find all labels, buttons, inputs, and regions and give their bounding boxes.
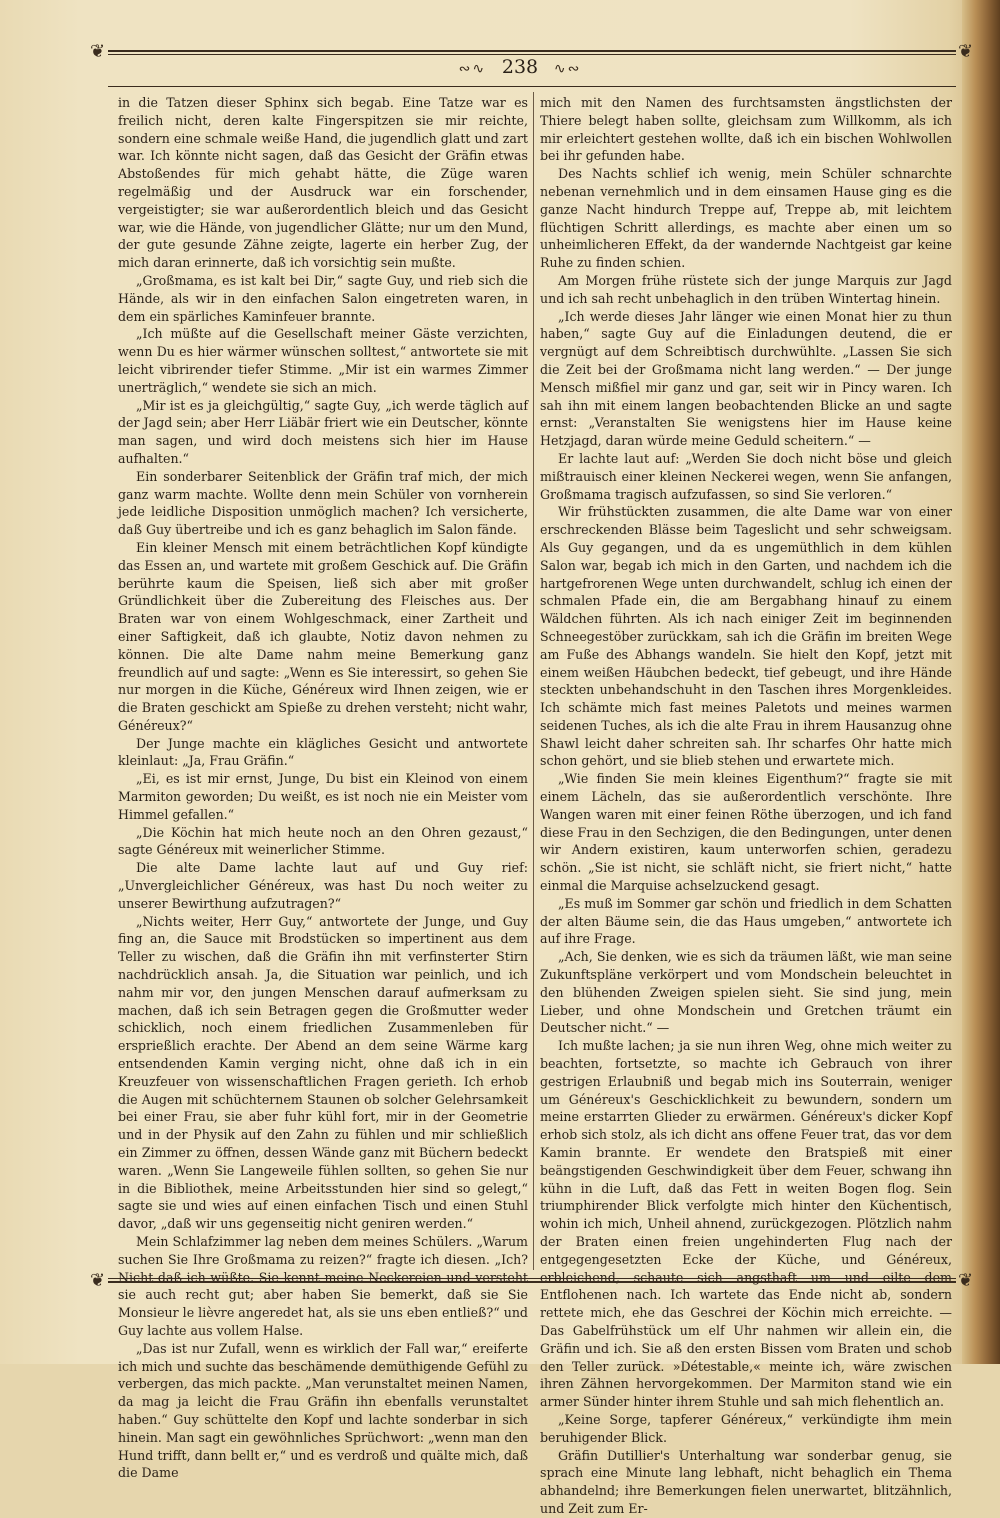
header-ornament-left: ∾∿ [458,61,487,77]
paragraph: „Großmama, es ist kalt bei Dir,“ sagte Guy, und rieb sich die Hände, als wir in den einfachen Salon eingetreten waren, in dem ein spärliches Kaminfeuer brannte. [118,272,528,324]
paragraph: Wir frühstückten zusammen, die alte Dame war von einer erschreckenden Blässe beim Tageslicht und sehr schweigsam. Als Guy gegangen, und da es ungemüthlich in dem kühlen Salon war, begab ich mich in den Garten, und nachdem ich die hartgefrorenen Wege unten durchwandelt, schlug ich einen der schmalen Pfade ein, die am Bergabhang hinauf zu einem Wäldchen führten. Als ich nach einiger Zeit im beginnenden Schneegestöber zurückkam, sah ich die Gräfin im breiten Wege am Fuße des Abhangs wandeln. Sie hielt den Kopf, jetzt mit einem weißen Häubchen bedeckt, tief gebeugt, und ihre Hände steckten unbehandschuht in den Taschen ihres Morgenkleides. Ich schämte mich fast meines Paletots und meines warmen seidenen Tuches, als ich die alte Frau in ihrem Hausanzug ohne Shawl leicht daher schreiten sah. Ihr scharfes Ohr hatte mich schon gehört, und sie blieb stehen und erwartete mich. [540,504,952,769]
page-header [90,56,950,82]
paragraph: „Keine Sorge, tapferer Généreux,“ verkündigte ihm mein beruhigender Blick. [540,1411,952,1445]
bottom-rule-thin [108,1278,956,1279]
paragraph: „Die Köchin hat mich heute noch an den Ohren gezaust,“ sagte Généreux mit weinerlicher Stimme. [118,824,528,858]
corner-ornament-bottom-left: ❦ [90,1270,106,1291]
bottom-rule-thick [108,1281,956,1283]
paragraph: Ein kleiner Mensch mit einem beträchtlichen Kopf kündigte das Essen an, und wartete mit großem Geschick auf. Die Gräfin berührte kaum die Speisen, ließ sich aber mit großer Gründlichkeit über die Zubereitung des Fleisches aus. Der Braten war von einem Wohlgeschmack, einer Zartheit und einer Saftigkeit, daß ich glaubte, Notiz davon nehmen zu können. Die alte Dame nahm meine Bemerkung ganz freundlich auf und sagte: „Wenn es Sie interessirt, so gehen Sie nur morgen in die Küche, Généreux wird Ihnen zeigen, wie er die Braten geschickt am Spieße zu drehen versteht; nicht wahr, Généreux?“ [118,539,528,733]
paragraph: „Das ist nur Zufall, wenn es wirklich der Fall war,“ ereiferte ich mich und suchte das beschämende demüthigende Gefühl zu verbergen, das mich packte. „Man verunstaltet meinen Namen, da mag ja leicht die Frau Gräfin ihn ebenfalls verunstaltet haben.“ Guy schüttelte den Kopf und lachte sonderbar in sich hinein. Man sagt ein gewöhnliches Sprüchwort: „wenn man den Hund trifft, dann bellt er,“ und es verdroß und quälte mich, daß die Dame [118,1340,528,1481]
paragraph: Gräfin Dutillier's Unterhaltung war sonderbar genug, sie sprach eine Minute lang lebhaft, nicht behaglich ein Thema abhandelnd; ihre Bemerkungen fielen unerwartet, blitzähnlich, und Zeit zum Er- [540,1447,952,1516]
paragraph: Er lachte laut auf: „Werden Sie doch nicht böse und gleich mißtrauisch einer kleinen Neckerei wegen, wenn Sie anfangen, Großmama tragisch aufzufassen, so sind Sie verloren.“ [540,450,952,502]
paragraph: Des Nachts schlief ich wenig, mein Schüler schnarchte nebenan vernehmlich und in dem einsamen Hause ging es die ganze Nacht hindurch Treppe auf, Treppe ab, mit leichtem flüchtigen Schritt allerdings, es machte aber einen um so unheimlicheren Effekt, da der wandernde Nachtgeist gar keine Ruhe zu finden schien. [540,166,952,271]
paragraph: „Mir ist es ja gleichgültig,“ sagte Guy, „ich werde täglich auf der Jagd sein; aber Herr Liäbär friert wie ein Deutscher, könnte man sagen, und wird doch meistens sich hier im Hause aufhalten.“ [118,397,528,466]
paragraph: Mein Schlafzimmer lag neben dem meines Schülers. „Warum suchen Sie Ihre Großmama zu reizen?“ fragte ich diesen. „Ich? sie auch recht gut; aber haben Sie bemerkt, daß sie Sie Monsieur le lièvre angeredet hat, als sie uns eben entließ?“ und Guy lachte aus vollem Halse. [118,1234,528,1338]
corner-ornament-bottom-right: ❦ [958,1270,974,1291]
paragraph: mich mit den Namen des furchtsamsten ängstlichsten der Thiere belegt haben sollte, gleichsam zum Willkomm, als ich mir erleichtert gestehen wollte, daß ich ein bischen Wohlwollen bei ihr gefunden habe. [540,95,952,164]
text-column-right [540,94,952,1516]
header-ornament-right: ∿∾ [553,61,582,77]
text-column-left [118,94,528,1481]
paragraph: Ein sonderbarer Seitenblick der Gräfin traf mich, der mich ganz warm machte. Wollte denn mein Schüler von vornherein jede leidliche Disposition unmöglich machen? Ich versicherte, daß Guy übertreibe und ich es ganz behaglich im Salon fände. [118,468,528,538]
paragraph: in die Tatzen dieser Sphinx sich begab. Eine Tatze war es freilich nicht, deren kalte Fingerspitzen sie mir reichte, sondern eine schmale weiße Hand, die jugendlich glatt und zart war. Ich könnte nicht sagen, daß das Gesicht der Gräfin etwas Abstoßendes für mich gehabt hätte, die Züge waren regelmäßig und der Ausdruck war ein forschender, vergeistigter; sie war außerordentlich bleich und das Gesicht war, wie die Hände, von jugendlicher Glätte; nur um den Mund, der gute gesunde Zähne zeigte, lagerte ein herber Zug, der mich daran erinnerte, daß ich vorsichtig sein mußte. [118,95,528,271]
paragraph: „Es muß im Sommer gar schön und friedlich in dem Schatten der alten Bäume sein, die das Haus umgeben,“ antwortete ich auf ihre Frage. [540,895,952,947]
paragraph: Am Morgen frühe rüstete sich der junge Marquis zur Jagd und ich sah recht unbehaglich in den trüben Wintertag hinein. [540,272,952,306]
page-number: 238 [501,56,539,78]
paragraph: Der Junge machte ein klägliches Gesicht und antwortete kleinlaut: „Ja, Frau Gräfin.“ [118,735,528,769]
column-divider [533,92,534,1270]
top-rule-thick [108,50,956,52]
book-binding-edge [962,0,1000,1364]
corner-ornament-top-right: ❦ [958,41,974,62]
paragraph: „Wie finden Sie mein kleines Eigenthum?“ fragte sie mit einem Lächeln, das sie außerordentlich verschönte. Ihre Wangen waren mit einer feinen Röthe überzogen, und ich fand diese Frau in den Sechzigen, die den Bedingungen, unter denen wir Andern existiren, kaum unterworfen schien, geradezu schön. „Sie ist nicht, sie schläft nicht, sie friert nicht,“ hatte einmal die Marquise achselzuckend gesagt. [540,771,952,894]
paragraph: „Ei, es ist mir ernst, Junge, Du bist ein Kleinod von einem Marmiton geworden; Du weißt, es ist noch nie ein Meister vom Himmel gefallen.“ [118,771,528,822]
paragraph: Ich mußte lachen; ja sie nun ihren Weg, ohne mich weiter zu beachten, fortsetzte, so machte ich Gebrauch von ihrer gestrigen Erlaubniß und begab mich ins Souterrain, weniger um Généreux's Geschicklichkeit zu bewundern, sondern um meine erstarrten Glieder zu erwärmen. Généreux's dicker Kopf erhob sich stolz, als ich dicht ans offene Feuer trat, das vor dem Kamin brannte. Er wendete den Bratspieß mit einer beängstigenden Geschwindigkeit über dem Feuer, schwang ihn kühn in die Luft, daß das Fett in weiten Bogen flog. Sein triumphirender Blick verfolgte mich hinter den Küchentisch, wohin ich mich, Unheil ahnend, zurückgezogen. Plötzlich nahm der Braten einen freien ungehinderten Flug nach der entgegengesetzten Ecke der Küche, und Généreux, Entflohenen nach. Ich wartete das Ende nicht ab, sondern rettete mich, ehe das Geschrei der Köchin mich erreichte. — Das Gabelfrühstück um elf Uhr nahmen wir allein ein, die Gräfin und ich. Sie aß den ersten Bissen vom Braten und schob den Teller zurück. »Détestable,« meinte ich, wäre zwischen ihren Zähnen hervorgekommen. Der Marmiton stand wie ein armer Sünder hinter ihrem Stuhle und sah mich flehentlich an. [540,1038,952,1410]
corner-ornament-top-left: ❦ [90,41,106,62]
paragraph: Die alte Dame lachte laut auf und Guy rief: „Unvergleichlicher Généreux, was hast Du noch weiter zu unserer Bewirthung aufzutragen?“ [118,860,528,911]
paragraph: „Ach, Sie denken, wie es sich da träumen läßt, wie man seine Zukunftspläne verkörpert und vom Mondschein beleuchtet in den blühenden Zweigen spielen sieht. Sie sind jung, mein Lieber, und ohne Mondschein und Gretchen träumt ein Deutscher nicht.“ — [540,949,952,1036]
paragraph: „Ich werde dieses Jahr länger wie einen Monat hier zu thun haben,“ sagte Guy auf die Einladungen deutend, die er vergnügt auf dem Schreibtisch durchwühlte. „Lassen Sie sich die Zeit bei der Großmama nicht lang werden.“ — Der junge Mensch mißfiel mir ganz und gar, seit wir in Pincy waren. Ich sah ihn mit einem langen beobachtenden Blicke an und sagte ernst: „Veranstalten Sie wenigstens hier im Hause keine Hetzjagd, daran würde meine Geduld scheitern.“ — [540,308,952,449]
paragraph: „Ich müßte auf die Gesellschaft meiner Gäste verzichten, wenn Du es hier wärmer wünschen solltest,“ antwortete sie mit leicht vibrirender tiefer Stimme. „Mir ist ein warmes Zimmer unerträglich,“ wendete sie sich an mich. [118,326,528,395]
paragraph: „Nichts weiter, Herr Guy,“ antwortete der Junge, und Guy fing an, die Sauce mit Brodstücken so impertinent aus dem Teller zu wischen, daß die Gräfin ihn mit verfinsterter Stirn nachdrücklich ansah. Ja, die Situation war peinlich, und ich nahm mir vor, den jungen Menschen darauf aufmerksam zu machen, daß ich sein Betragen gegen die Großmutter weder schicklich, noch einem friedlichen Zusammenleben für ersprießlich erachte. Der Abend an dem seine Wärme karg entsendenden Kamin verging nicht, ohne daß ich in ein Kreuzfeuer von wissenschaftlichen Fragen gerieth. Ich erhob die Augen mit schüchternem Staunen ob solcher Gelehrsamkeit bei einer Frau, sie aber fuhr kühl fort, mir in der Geometrie und in der Physik auf den Zahn zu fühlen und mir schließlich ein Zimmer zu öffnen, dessen Wände ganz mit Büchern bedeckt waren. „Wenn Sie Langeweile fühlen sollten, so gehen Sie nur in die Bibliothek, meine Arbeitsstunden hier sind so gelegt,“ sagte sie und wies auf einen einfachen Tisch und einen Stuhl davor, „daß wir uns gegenseitig nicht geniren werden.“ [118,913,528,1232]
top-rule-thin [108,54,956,55]
header-rule [108,86,956,87]
